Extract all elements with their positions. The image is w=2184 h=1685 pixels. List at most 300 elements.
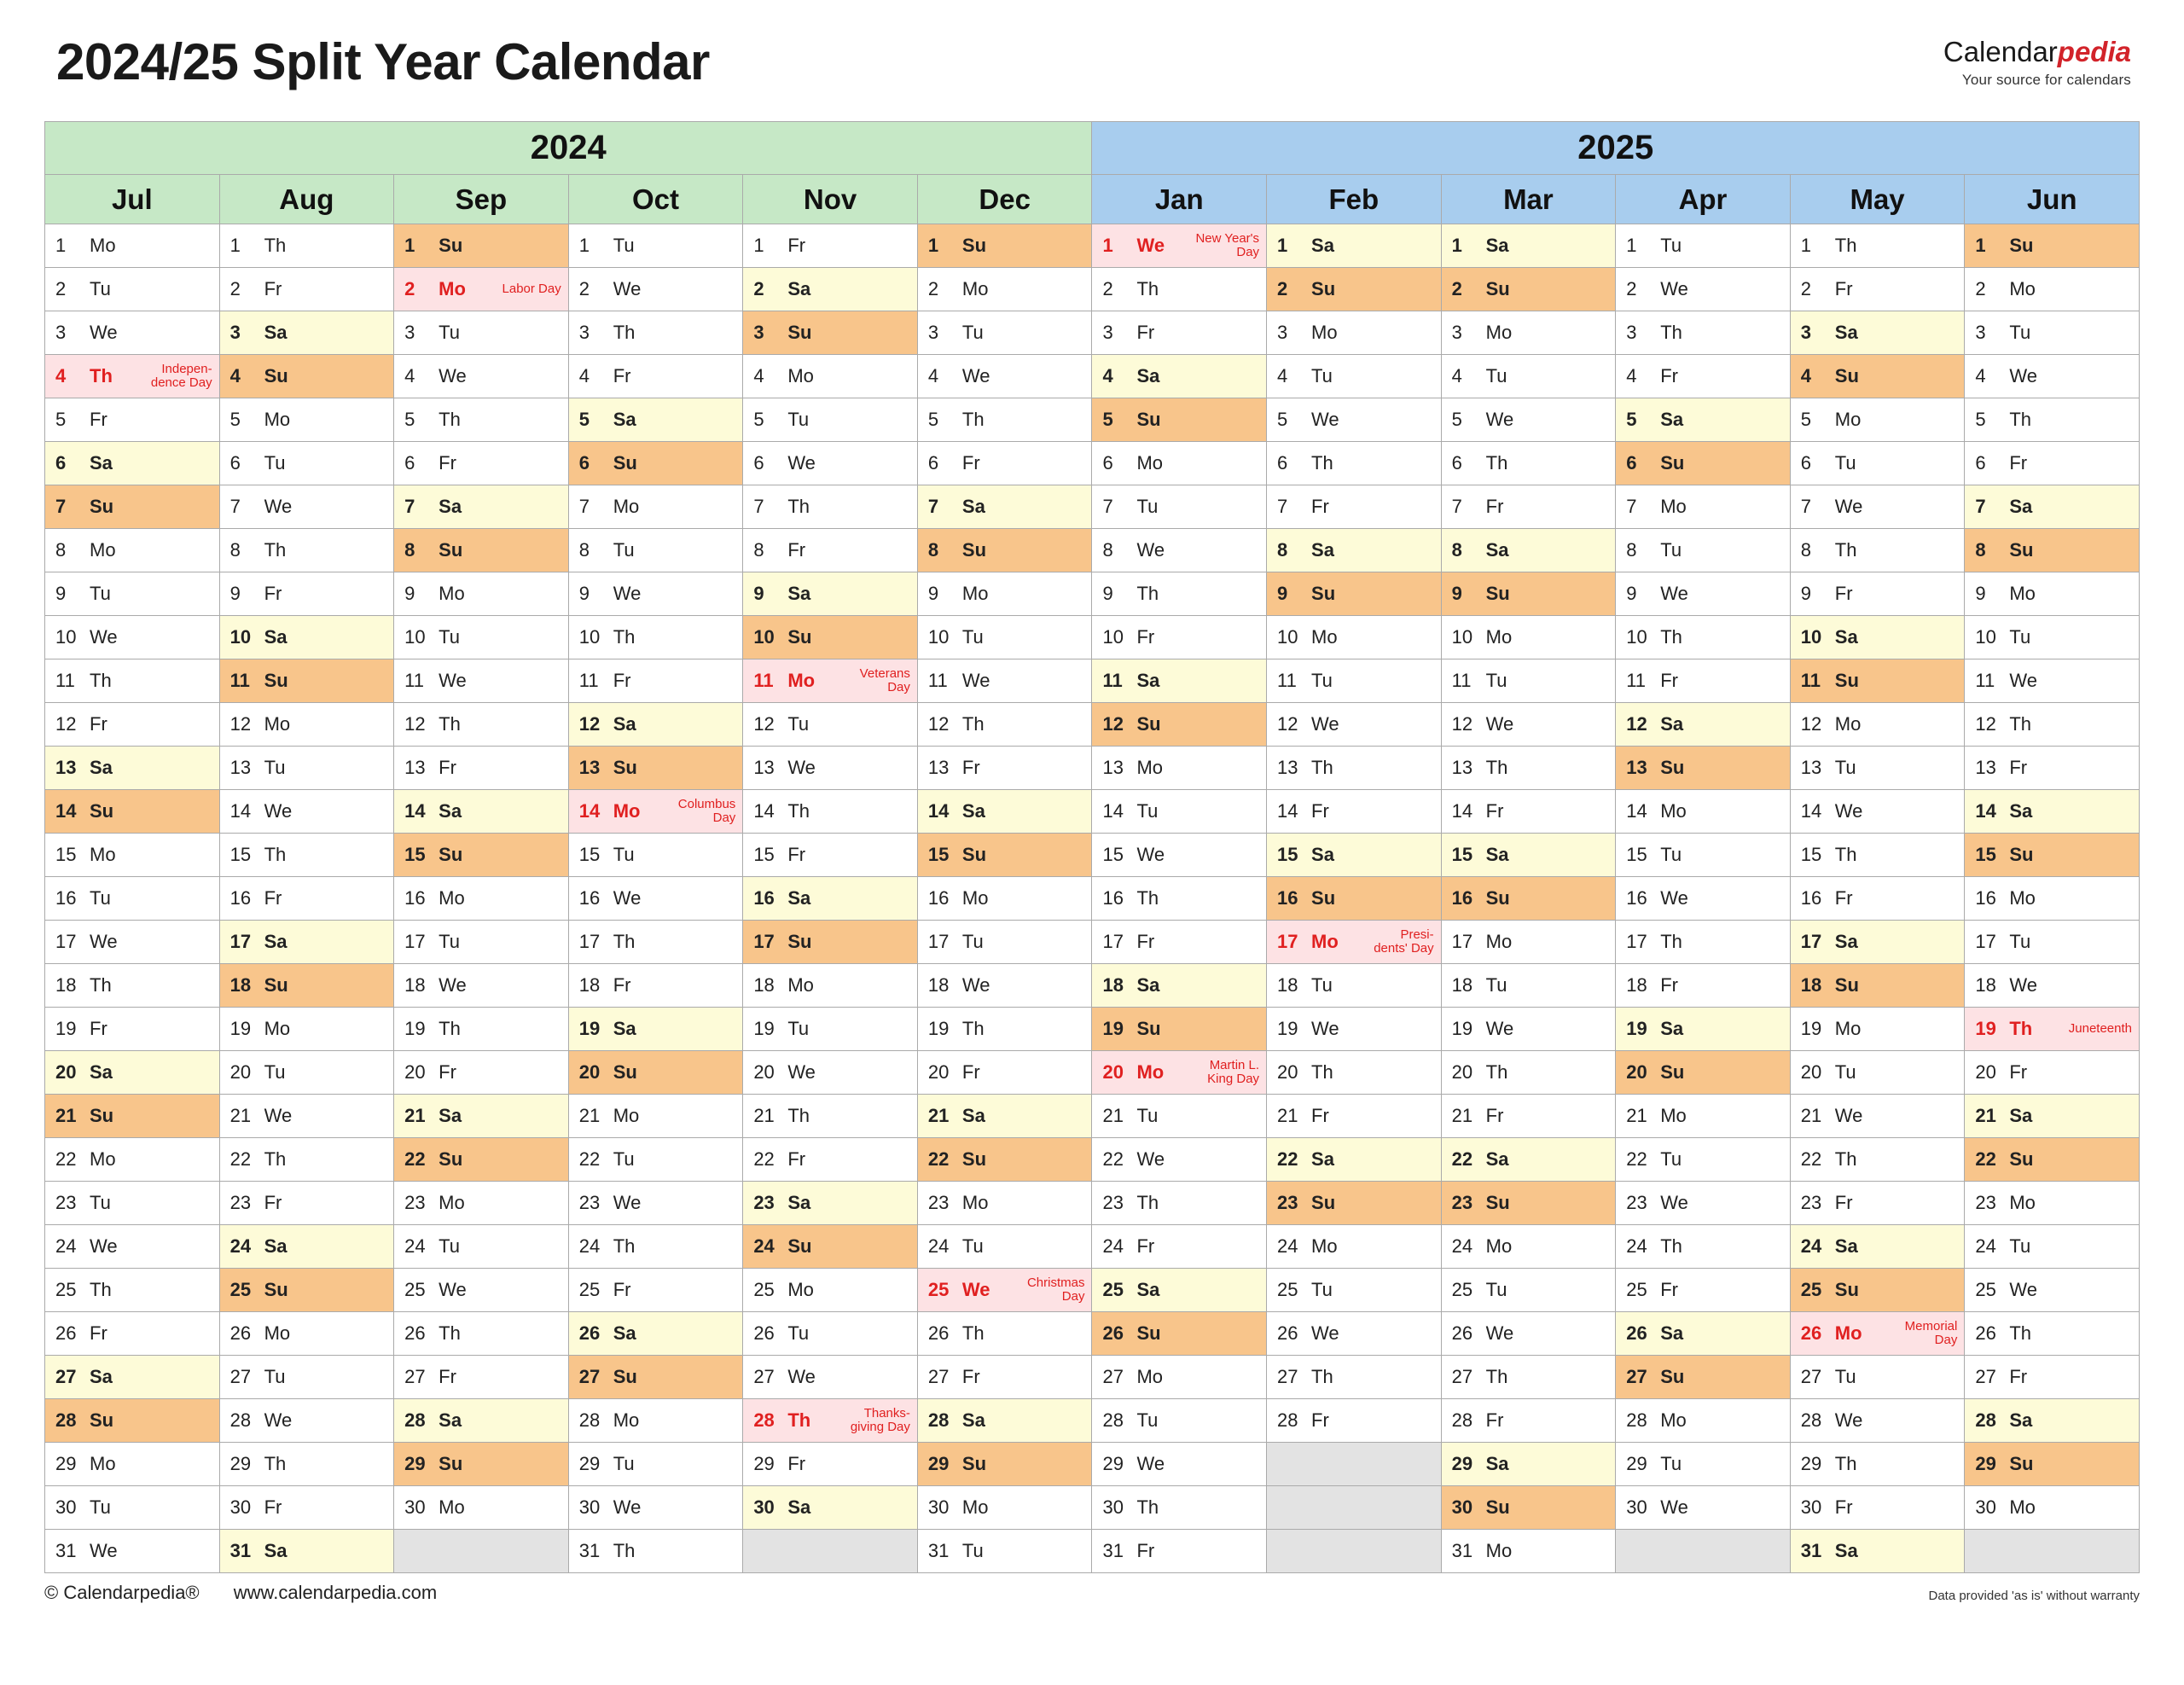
day-cell-feb-8[interactable] [1267, 529, 1442, 572]
day-cell-nov-22[interactable] [743, 1138, 918, 1182]
day-cell-sep-19[interactable] [394, 1008, 569, 1051]
day-cell-nov-12[interactable] [743, 703, 918, 747]
day-cell-sep-26[interactable] [394, 1312, 569, 1356]
day-cell-jan-8[interactable] [1092, 529, 1267, 572]
day-cell-may-18[interactable] [1790, 964, 1965, 1008]
day-cell-feb-6[interactable] [1267, 442, 1442, 485]
day-cell-dec-29[interactable] [917, 1443, 1092, 1486]
day-cell-jun-26[interactable] [1965, 1312, 2140, 1356]
day-cell-may-25[interactable] [1790, 1269, 1965, 1312]
day-cell-jan-23[interactable] [1092, 1182, 1267, 1225]
day-cell-dec-2[interactable] [917, 268, 1092, 311]
day-cell-mar-11[interactable] [1441, 659, 1616, 703]
day-cell-jul-10[interactable] [45, 616, 220, 659]
day-cell-jun-17[interactable] [1965, 921, 2140, 964]
day-cell-jun-29[interactable] [1965, 1443, 2140, 1486]
day-cell-aug-27[interactable] [219, 1356, 394, 1399]
day-cell-mar-29[interactable] [1441, 1443, 1616, 1486]
day-cell-oct-15[interactable] [568, 834, 743, 877]
day-cell-mar-6[interactable] [1441, 442, 1616, 485]
day-cell-sep-6[interactable] [394, 442, 569, 485]
day-cell-dec-20[interactable] [917, 1051, 1092, 1095]
day-cell-aug-16[interactable] [219, 877, 394, 921]
day-cell-jan-21[interactable] [1092, 1095, 1267, 1138]
day-cell-oct-26[interactable] [568, 1312, 743, 1356]
day-cell-jan-20[interactable] [1092, 1051, 1267, 1095]
day-cell-jul-8[interactable] [45, 529, 220, 572]
day-cell-jul-7[interactable] [45, 485, 220, 529]
day-cell-feb-5[interactable] [1267, 398, 1442, 442]
day-cell-may-9[interactable] [1790, 572, 1965, 616]
day-cell-oct-19[interactable] [568, 1008, 743, 1051]
day-cell-may-21[interactable] [1790, 1095, 1965, 1138]
day-cell-nov-10[interactable] [743, 616, 918, 659]
day-cell-jul-1[interactable] [45, 224, 220, 268]
day-cell-oct-4[interactable] [568, 355, 743, 398]
day-cell-aug-30[interactable] [219, 1486, 394, 1530]
day-cell-sep-17[interactable] [394, 921, 569, 964]
day-cell-nov-24[interactable] [743, 1225, 918, 1269]
day-cell-apr-4[interactable] [1616, 355, 1791, 398]
day-cell-oct-30[interactable] [568, 1486, 743, 1530]
day-cell-may-15[interactable] [1790, 834, 1965, 877]
day-cell-sep-3[interactable] [394, 311, 569, 355]
day-cell-apr-28[interactable] [1616, 1399, 1791, 1443]
day-cell-nov-18[interactable] [743, 964, 918, 1008]
day-cell-apr-18[interactable] [1616, 964, 1791, 1008]
day-cell-dec-4[interactable] [917, 355, 1092, 398]
day-cell-jan-11[interactable] [1092, 659, 1267, 703]
day-cell-jun-25[interactable] [1965, 1269, 2140, 1312]
day-cell-may-3[interactable] [1790, 311, 1965, 355]
day-cell-dec-31[interactable] [917, 1530, 1092, 1573]
day-cell-mar-31[interactable] [1441, 1530, 1616, 1573]
day-cell-dec-17[interactable] [917, 921, 1092, 964]
day-cell-aug-21[interactable] [219, 1095, 394, 1138]
day-cell-nov-14[interactable] [743, 790, 918, 834]
day-cell-feb-23[interactable] [1267, 1182, 1442, 1225]
day-cell-nov-16[interactable] [743, 877, 918, 921]
day-cell-aug-25[interactable] [219, 1269, 394, 1312]
day-cell-oct-9[interactable] [568, 572, 743, 616]
day-cell-jun-12[interactable] [1965, 703, 2140, 747]
day-cell-aug-4[interactable] [219, 355, 394, 398]
day-cell-jul-2[interactable] [45, 268, 220, 311]
day-cell-jul-29[interactable] [45, 1443, 220, 1486]
day-cell-may-13[interactable] [1790, 747, 1965, 790]
day-cell-jul-12[interactable] [45, 703, 220, 747]
day-cell-aug-22[interactable] [219, 1138, 394, 1182]
day-cell-may-26[interactable] [1790, 1312, 1965, 1356]
day-cell-aug-8[interactable] [219, 529, 394, 572]
day-cell-jun-13[interactable] [1965, 747, 2140, 790]
day-cell-jul-5[interactable] [45, 398, 220, 442]
day-cell-jun-4[interactable] [1965, 355, 2140, 398]
day-cell-aug-28[interactable] [219, 1399, 394, 1443]
day-cell-jan-15[interactable] [1092, 834, 1267, 877]
day-cell-jul-6[interactable] [45, 442, 220, 485]
day-cell-apr-16[interactable] [1616, 877, 1791, 921]
day-cell-jun-10[interactable] [1965, 616, 2140, 659]
day-cell-nov-27[interactable] [743, 1356, 918, 1399]
day-cell-jan-10[interactable] [1092, 616, 1267, 659]
day-cell-dec-30[interactable] [917, 1486, 1092, 1530]
day-cell-jun-3[interactable] [1965, 311, 2140, 355]
day-cell-may-27[interactable] [1790, 1356, 1965, 1399]
day-cell-mar-26[interactable] [1441, 1312, 1616, 1356]
day-cell-jan-12[interactable] [1092, 703, 1267, 747]
day-cell-mar-12[interactable] [1441, 703, 1616, 747]
day-cell-apr-8[interactable] [1616, 529, 1791, 572]
day-cell-jul-17[interactable] [45, 921, 220, 964]
day-cell-oct-14[interactable] [568, 790, 743, 834]
day-cell-oct-31[interactable] [568, 1530, 743, 1573]
day-cell-apr-27[interactable] [1616, 1356, 1791, 1399]
day-cell-nov-26[interactable] [743, 1312, 918, 1356]
day-cell-apr-23[interactable] [1616, 1182, 1791, 1225]
day-cell-feb-11[interactable] [1267, 659, 1442, 703]
day-cell-dec-13[interactable] [917, 747, 1092, 790]
day-cell-sep-5[interactable] [394, 398, 569, 442]
day-cell-jun-22[interactable] [1965, 1138, 2140, 1182]
day-cell-oct-22[interactable] [568, 1138, 743, 1182]
day-cell-sep-7[interactable] [394, 485, 569, 529]
day-cell-jan-9[interactable] [1092, 572, 1267, 616]
day-cell-feb-14[interactable] [1267, 790, 1442, 834]
day-cell-mar-22[interactable] [1441, 1138, 1616, 1182]
day-cell-jun-14[interactable] [1965, 790, 2140, 834]
day-cell-aug-15[interactable] [219, 834, 394, 877]
day-cell-apr-12[interactable] [1616, 703, 1791, 747]
day-cell-oct-13[interactable] [568, 747, 743, 790]
day-cell-apr-6[interactable] [1616, 442, 1791, 485]
day-cell-jan-26[interactable] [1092, 1312, 1267, 1356]
day-cell-apr-30[interactable] [1616, 1486, 1791, 1530]
day-cell-nov-30[interactable] [743, 1486, 918, 1530]
day-cell-jan-28[interactable] [1092, 1399, 1267, 1443]
day-cell-mar-4[interactable] [1441, 355, 1616, 398]
day-cell-sep-16[interactable] [394, 877, 569, 921]
day-cell-jul-22[interactable] [45, 1138, 220, 1182]
day-cell-jul-14[interactable] [45, 790, 220, 834]
day-cell-jul-24[interactable] [45, 1225, 220, 1269]
day-cell-mar-13[interactable] [1441, 747, 1616, 790]
day-cell-sep-21[interactable] [394, 1095, 569, 1138]
day-cell-nov-1[interactable] [743, 224, 918, 268]
day-cell-mar-9[interactable] [1441, 572, 1616, 616]
day-cell-apr-3[interactable] [1616, 311, 1791, 355]
day-cell-may-31[interactable] [1790, 1530, 1965, 1573]
day-cell-jun-16[interactable] [1965, 877, 2140, 921]
day-cell-apr-13[interactable] [1616, 747, 1791, 790]
day-cell-oct-12[interactable] [568, 703, 743, 747]
day-cell-jan-29[interactable] [1092, 1443, 1267, 1486]
day-cell-may-1[interactable] [1790, 224, 1965, 268]
day-cell-mar-30[interactable] [1441, 1486, 1616, 1530]
day-cell-nov-15[interactable] [743, 834, 918, 877]
day-cell-may-11[interactable] [1790, 659, 1965, 703]
day-cell-mar-27[interactable] [1441, 1356, 1616, 1399]
day-cell-sep-29[interactable] [394, 1443, 569, 1486]
day-cell-may-5[interactable] [1790, 398, 1965, 442]
day-cell-mar-3[interactable] [1441, 311, 1616, 355]
day-cell-jan-1[interactable] [1092, 224, 1267, 268]
day-cell-nov-9[interactable] [743, 572, 918, 616]
day-cell-apr-26[interactable] [1616, 1312, 1791, 1356]
day-cell-feb-27[interactable] [1267, 1356, 1442, 1399]
day-cell-mar-24[interactable] [1441, 1225, 1616, 1269]
day-cell-nov-5[interactable] [743, 398, 918, 442]
day-cell-nov-25[interactable] [743, 1269, 918, 1312]
day-cell-apr-2[interactable] [1616, 268, 1791, 311]
day-cell-may-12[interactable] [1790, 703, 1965, 747]
day-cell-jun-24[interactable] [1965, 1225, 2140, 1269]
day-cell-feb-26[interactable] [1267, 1312, 1442, 1356]
day-cell-aug-20[interactable] [219, 1051, 394, 1095]
day-cell-may-19[interactable] [1790, 1008, 1965, 1051]
day-cell-may-29[interactable] [1790, 1443, 1965, 1486]
day-cell-sep-11[interactable] [394, 659, 569, 703]
day-cell-may-24[interactable] [1790, 1225, 1965, 1269]
day-cell-jul-19[interactable] [45, 1008, 220, 1051]
website-url[interactable]: www.calendarpedia.com [233, 1582, 438, 1603]
day-cell-may-2[interactable] [1790, 268, 1965, 311]
day-cell-dec-16[interactable] [917, 877, 1092, 921]
day-cell-jan-17[interactable] [1092, 921, 1267, 964]
day-cell-feb-28[interactable] [1267, 1399, 1442, 1443]
day-cell-feb-13[interactable] [1267, 747, 1442, 790]
day-cell-jun-23[interactable] [1965, 1182, 2140, 1225]
day-cell-feb-1[interactable] [1267, 224, 1442, 268]
day-cell-dec-12[interactable] [917, 703, 1092, 747]
day-cell-apr-20[interactable] [1616, 1051, 1791, 1095]
day-cell-sep-4[interactable] [394, 355, 569, 398]
day-cell-jan-3[interactable] [1092, 311, 1267, 355]
day-cell-nov-7[interactable] [743, 485, 918, 529]
day-cell-aug-12[interactable] [219, 703, 394, 747]
day-cell-jul-23[interactable] [45, 1182, 220, 1225]
day-cell-sep-14[interactable] [394, 790, 569, 834]
day-cell-oct-29[interactable] [568, 1443, 743, 1486]
day-cell-dec-22[interactable] [917, 1138, 1092, 1182]
day-cell-dec-19[interactable] [917, 1008, 1092, 1051]
day-cell-oct-6[interactable] [568, 442, 743, 485]
day-cell-oct-28[interactable] [568, 1399, 743, 1443]
day-cell-mar-21[interactable] [1441, 1095, 1616, 1138]
day-cell-dec-6[interactable] [917, 442, 1092, 485]
day-cell-may-17[interactable] [1790, 921, 1965, 964]
day-cell-jun-27[interactable] [1965, 1356, 2140, 1399]
day-cell-jun-2[interactable] [1965, 268, 2140, 311]
day-cell-apr-1[interactable] [1616, 224, 1791, 268]
day-cell-feb-12[interactable] [1267, 703, 1442, 747]
day-cell-sep-2[interactable] [394, 268, 569, 311]
day-cell-sep-24[interactable] [394, 1225, 569, 1269]
day-cell-mar-23[interactable] [1441, 1182, 1616, 1225]
day-cell-feb-4[interactable] [1267, 355, 1442, 398]
day-cell-aug-3[interactable] [219, 311, 394, 355]
day-cell-oct-3[interactable] [568, 311, 743, 355]
day-cell-feb-20[interactable] [1267, 1051, 1442, 1095]
day-cell-apr-14[interactable] [1616, 790, 1791, 834]
day-cell-sep-8[interactable] [394, 529, 569, 572]
day-cell-dec-14[interactable] [917, 790, 1092, 834]
day-cell-mar-2[interactable] [1441, 268, 1616, 311]
day-cell-sep-18[interactable] [394, 964, 569, 1008]
day-cell-sep-10[interactable] [394, 616, 569, 659]
day-cell-feb-15[interactable] [1267, 834, 1442, 877]
day-cell-aug-11[interactable] [219, 659, 394, 703]
day-cell-jul-3[interactable] [45, 311, 220, 355]
day-cell-aug-13[interactable] [219, 747, 394, 790]
day-cell-feb-16[interactable] [1267, 877, 1442, 921]
day-cell-nov-11[interactable] [743, 659, 918, 703]
day-cell-aug-7[interactable] [219, 485, 394, 529]
day-cell-oct-16[interactable] [568, 877, 743, 921]
day-cell-mar-5[interactable] [1441, 398, 1616, 442]
day-cell-mar-1[interactable] [1441, 224, 1616, 268]
day-cell-jun-7[interactable] [1965, 485, 2140, 529]
day-cell-jun-1[interactable] [1965, 224, 2140, 268]
day-cell-oct-20[interactable] [568, 1051, 743, 1095]
day-cell-jul-26[interactable] [45, 1312, 220, 1356]
day-cell-mar-16[interactable] [1441, 877, 1616, 921]
day-cell-dec-3[interactable] [917, 311, 1092, 355]
day-cell-apr-10[interactable] [1616, 616, 1791, 659]
day-cell-sep-23[interactable] [394, 1182, 569, 1225]
day-cell-dec-9[interactable] [917, 572, 1092, 616]
day-cell-feb-9[interactable] [1267, 572, 1442, 616]
day-cell-aug-5[interactable] [219, 398, 394, 442]
day-cell-dec-23[interactable] [917, 1182, 1092, 1225]
day-cell-mar-8[interactable] [1441, 529, 1616, 572]
day-cell-jul-13[interactable] [45, 747, 220, 790]
day-cell-nov-4[interactable] [743, 355, 918, 398]
day-cell-sep-9[interactable] [394, 572, 569, 616]
day-cell-nov-8[interactable] [743, 529, 918, 572]
day-cell-nov-17[interactable] [743, 921, 918, 964]
day-cell-mar-7[interactable] [1441, 485, 1616, 529]
day-cell-aug-19[interactable] [219, 1008, 394, 1051]
day-cell-dec-27[interactable] [917, 1356, 1092, 1399]
day-cell-sep-30[interactable] [394, 1486, 569, 1530]
day-cell-apr-15[interactable] [1616, 834, 1791, 877]
day-cell-jul-20[interactable] [45, 1051, 220, 1095]
day-cell-may-8[interactable] [1790, 529, 1965, 572]
day-cell-oct-21[interactable] [568, 1095, 743, 1138]
day-cell-mar-15[interactable] [1441, 834, 1616, 877]
day-cell-mar-14[interactable] [1441, 790, 1616, 834]
day-cell-oct-25[interactable] [568, 1269, 743, 1312]
day-cell-dec-15[interactable] [917, 834, 1092, 877]
day-cell-nov-2[interactable] [743, 268, 918, 311]
day-cell-apr-24[interactable] [1616, 1225, 1791, 1269]
day-cell-feb-18[interactable] [1267, 964, 1442, 1008]
day-cell-may-4[interactable] [1790, 355, 1965, 398]
day-cell-nov-3[interactable] [743, 311, 918, 355]
day-cell-may-10[interactable] [1790, 616, 1965, 659]
day-cell-apr-19[interactable] [1616, 1008, 1791, 1051]
day-cell-sep-1[interactable] [394, 224, 569, 268]
day-cell-oct-7[interactable] [568, 485, 743, 529]
day-cell-apr-11[interactable] [1616, 659, 1791, 703]
day-cell-apr-21[interactable] [1616, 1095, 1791, 1138]
day-cell-aug-29[interactable] [219, 1443, 394, 1486]
day-cell-jan-6[interactable] [1092, 442, 1267, 485]
day-cell-nov-13[interactable] [743, 747, 918, 790]
day-cell-nov-21[interactable] [743, 1095, 918, 1138]
day-cell-jun-11[interactable] [1965, 659, 2140, 703]
day-cell-jun-5[interactable] [1965, 398, 2140, 442]
day-cell-may-6[interactable] [1790, 442, 1965, 485]
day-cell-jan-16[interactable] [1092, 877, 1267, 921]
day-cell-jun-28[interactable] [1965, 1399, 2140, 1443]
day-cell-mar-25[interactable] [1441, 1269, 1616, 1312]
day-cell-jan-22[interactable] [1092, 1138, 1267, 1182]
day-cell-may-20[interactable] [1790, 1051, 1965, 1095]
day-cell-apr-7[interactable] [1616, 485, 1791, 529]
day-cell-jul-30[interactable] [45, 1486, 220, 1530]
day-cell-oct-23[interactable] [568, 1182, 743, 1225]
day-cell-feb-10[interactable] [1267, 616, 1442, 659]
day-cell-jul-4[interactable] [45, 355, 220, 398]
day-cell-dec-24[interactable] [917, 1225, 1092, 1269]
day-cell-may-23[interactable] [1790, 1182, 1965, 1225]
day-cell-jan-13[interactable] [1092, 747, 1267, 790]
day-cell-jan-27[interactable] [1092, 1356, 1267, 1399]
day-cell-nov-28[interactable] [743, 1399, 918, 1443]
day-cell-apr-17[interactable] [1616, 921, 1791, 964]
day-cell-feb-24[interactable] [1267, 1225, 1442, 1269]
day-cell-jun-19[interactable] [1965, 1008, 2140, 1051]
day-cell-dec-7[interactable] [917, 485, 1092, 529]
day-cell-mar-20[interactable] [1441, 1051, 1616, 1095]
day-cell-sep-15[interactable] [394, 834, 569, 877]
day-cell-oct-18[interactable] [568, 964, 743, 1008]
day-cell-dec-10[interactable] [917, 616, 1092, 659]
day-cell-apr-25[interactable] [1616, 1269, 1791, 1312]
day-cell-dec-26[interactable] [917, 1312, 1092, 1356]
day-cell-may-7[interactable] [1790, 485, 1965, 529]
day-cell-jan-24[interactable] [1092, 1225, 1267, 1269]
day-cell-apr-22[interactable] [1616, 1138, 1791, 1182]
day-cell-jan-7[interactable] [1092, 485, 1267, 529]
day-cell-oct-11[interactable] [568, 659, 743, 703]
day-cell-jul-16[interactable] [45, 877, 220, 921]
day-cell-may-14[interactable] [1790, 790, 1965, 834]
day-cell-aug-17[interactable] [219, 921, 394, 964]
day-cell-dec-28[interactable] [917, 1399, 1092, 1443]
day-cell-aug-31[interactable] [219, 1530, 394, 1573]
day-cell-jun-20[interactable] [1965, 1051, 2140, 1095]
day-cell-jul-25[interactable] [45, 1269, 220, 1312]
day-cell-may-16[interactable] [1790, 877, 1965, 921]
day-cell-jan-18[interactable] [1092, 964, 1267, 1008]
day-cell-mar-17[interactable] [1441, 921, 1616, 964]
day-cell-jul-27[interactable] [45, 1356, 220, 1399]
day-cell-nov-6[interactable] [743, 442, 918, 485]
day-cell-dec-21[interactable] [917, 1095, 1092, 1138]
day-cell-dec-11[interactable] [917, 659, 1092, 703]
day-cell-sep-28[interactable] [394, 1399, 569, 1443]
day-cell-sep-13[interactable] [394, 747, 569, 790]
day-cell-jan-5[interactable] [1092, 398, 1267, 442]
day-cell-oct-1[interactable] [568, 224, 743, 268]
day-cell-nov-19[interactable] [743, 1008, 918, 1051]
day-cell-nov-29[interactable] [743, 1443, 918, 1486]
day-cell-apr-5[interactable] [1616, 398, 1791, 442]
day-cell-dec-5[interactable] [917, 398, 1092, 442]
